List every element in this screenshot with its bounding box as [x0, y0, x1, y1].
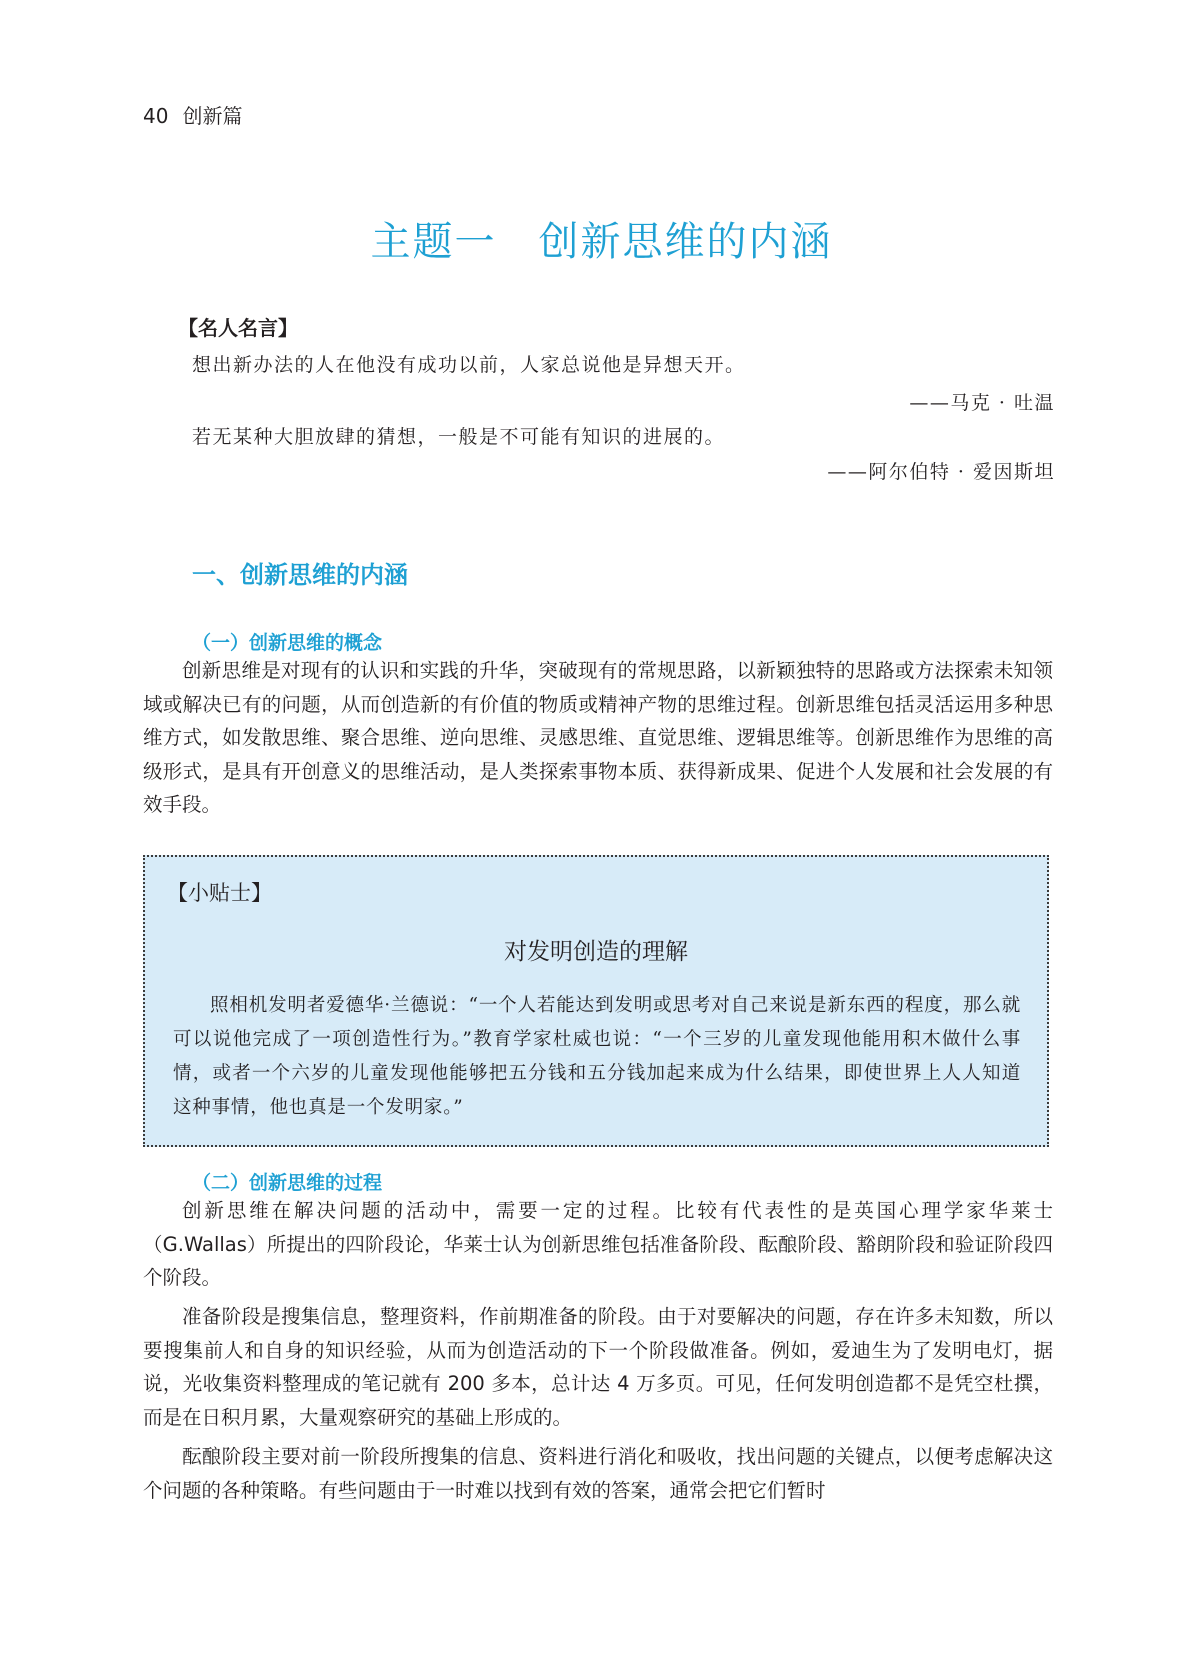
body-paragraph: 准备阶段是搜集信息，整理资料，作前期准备的阶段。由于对要解决的问题，存在许多未知数，所以要搜集前人和自身的知识经验，从而为创造活动的下一个阶段做准备。例如，爱迪生为了发明电灯，据说，光收集资料整理成的笔记就有 200 多本，总计达 4 万多页。可见，任何发明创造都不是凭空杜撰，而是在日积月累，大量观察研究的基础上形成的。 [143, 1305, 1053, 1429]
quote-author: ——马克 · 吐温 [909, 392, 1055, 414]
body-paragraph: 创新思维是对现有的认识和实践的升华，突破现有的常规思路，以新颖独特的思路或方法探索未知领域或解决已有的问题，从而创造新的有价值的物质或精神产物的思维过程。创新思维包括灵活运用多种思维方式，如发散思维、聚合思维、逆向思维、灵感思维、直觉思维、逻辑思维等。创新思维作为思维的高级形式，是具有开创意义的思维活动，是人类探索事物本质、获得新成果、促进个人发展和社会发展的有效手段。 [143, 659, 1053, 816]
subsection-heading: （一）创新思维的概念 [192, 632, 383, 654]
quotes-heading: 【名人名言】 [178, 316, 298, 340]
body-paragraph: 创新思维在解决问题的活动中，需要一定的过程。比较有代表性的是英国心理学家华莱士（G.Wallas）所提出的四阶段论，华莱士认为创新思维包括准备阶段、酝酿阶段、豁朗阶段和验证阶段四个阶段。 [143, 1199, 1053, 1289]
subsection-heading: （二）创新思维的过程 [192, 1172, 383, 1194]
section-heading: 一、创新思维的内涵 [192, 561, 408, 589]
tip-box [143, 855, 1049, 1147]
quote-author: ——阿尔伯特 · 爱因斯坦 [827, 461, 1055, 483]
chapter-title: 主题一 创新思维的内涵 [370, 219, 833, 265]
quote-text: 想出新办法的人在他没有成功以前，人家总说他是异想天开。 [192, 354, 746, 376]
tip-body: 照相机发明者爱德华·兰德说：“一个人若能达到发明或思考对自己来说是新东西的程度，那么就可以说他完成了一项创造性行为。”教育学家杜威也说：“一个三岁的儿童发现他能用积木做什么事情，或者一个六岁的儿童发现他能够把五分钱和五分钱加起来成为什么结果，即使世界上人人知道这种事情，他也真是一个发明家。” [173, 995, 1021, 1118]
quote-text: 若无某种大胆放肆的猜想，一般是不可能有知识的进展的。 [192, 426, 726, 448]
page-header [143, 100, 242, 129]
running-section-name: 创新篇 [182, 104, 243, 128]
tip-label: 【小贴士】 [167, 881, 272, 905]
tip-title: 对发明创造的理解 [504, 939, 688, 965]
page-number: 40 [143, 104, 169, 128]
body-paragraph: 酝酿阶段主要对前一阶段所搜集的信息、资料进行消化和吸收，找出问题的关键点，以便考虑解决这个问题的各种策略。有些问题由于一时难以找到有效的答案，通常会把它们暂时 [143, 1445, 1053, 1502]
